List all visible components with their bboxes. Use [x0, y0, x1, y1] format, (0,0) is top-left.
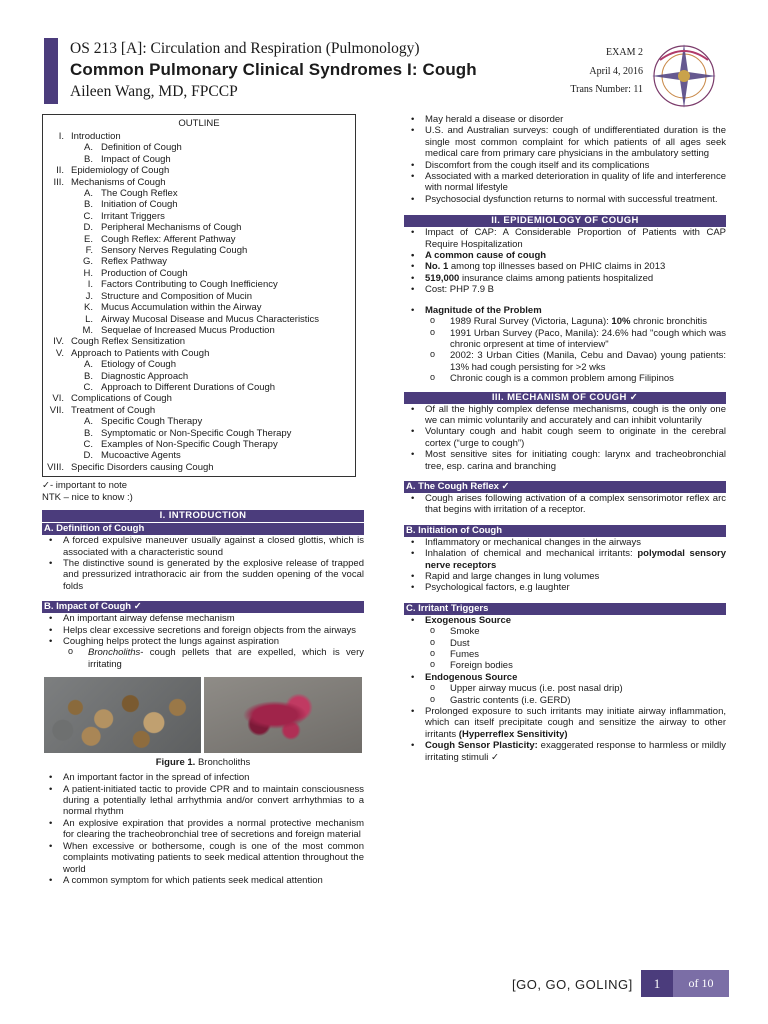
- sub-list-item: o Foreign bodies: [404, 660, 726, 671]
- outline-item-label: Airway Mucosal Disease and Mucus Characteristics: [101, 313, 320, 325]
- outline-item-label: Approach to Different Durations of Cough: [101, 381, 276, 393]
- sub-list-item: o 2002: 3 Urban Cities (Manila, Cebu and Davao) young patients: 13% had cough persisting for >2 wks: [404, 350, 726, 373]
- outline-list: [47, 131, 351, 473]
- legend-notes: [42, 480, 364, 503]
- list-item: [404, 305, 726, 385]
- sub-list-item: o Chronic cough is a common problem among Filipinos: [404, 373, 726, 384]
- irritant-list: [404, 615, 726, 763]
- outline-item-label: Complications of Cough: [71, 393, 172, 405]
- outline-item-number: I.: [58, 131, 64, 142]
- outline-item: [47, 325, 351, 336]
- mechanism-list: [404, 404, 726, 472]
- inhalation-text: Inhalation of chemical and mechanical irritants:: [425, 548, 638, 560]
- lecture-date: April 4, 2016: [589, 66, 643, 77]
- list-item: [404, 740, 726, 763]
- outline-box: [42, 114, 356, 477]
- list-item: [42, 636, 364, 670]
- outline-item: [47, 382, 351, 393]
- outline-item-number: B.: [84, 427, 93, 439]
- outline-item-label: Initiation of Cough: [101, 199, 178, 211]
- outline-item: [47, 234, 351, 245]
- outline-item-number: F.: [85, 245, 93, 257]
- list-item: • Cough arises following activation of a complex sensorimotor reflex arc that begins with irritation of a receptor.: [404, 493, 726, 516]
- outline-item-number: C.: [83, 438, 93, 450]
- outline-item-label: The Cough Reflex: [101, 188, 178, 200]
- figure-caption-label: Figure 1.: [155, 757, 196, 769]
- magnitude-list: [404, 305, 726, 385]
- list-item: • Cost: PHP 7.9 B: [404, 284, 726, 295]
- outline-item-label: Specific Disorders causing Cough: [71, 461, 214, 473]
- sub-list-item: [42, 647, 364, 670]
- endogenous-heading: Endogenous Source: [425, 671, 518, 683]
- impact-continued-list: [404, 114, 726, 205]
- outline-item: [47, 131, 351, 142]
- outline-item-number: B.: [84, 153, 93, 165]
- outline-item-number: V.: [55, 347, 64, 359]
- list-item: • Inflammatory or mechanical changes in the airways: [404, 537, 726, 548]
- broncholiths-photo-right: [204, 677, 362, 753]
- irritant-triggers-heading: C. Irritant Triggers: [404, 603, 726, 615]
- sub-list-item: o Dust: [404, 638, 726, 649]
- outline-item-label: Introduction: [71, 131, 121, 142]
- outline-item: [47, 177, 351, 188]
- outline-item-number: VIII.: [47, 461, 64, 473]
- list-item: • Discomfort from the cough itself and its complications: [404, 160, 726, 171]
- list-item: • A patient-initiated tactic to provide CPR and to maintain consciousness during a potentially lethal arrhythmia and/or convert arrhythmias to a normal rhythm: [42, 784, 364, 818]
- outline-item-label: Cough Reflex Sensitization: [71, 336, 186, 348]
- outline-item-label: Approach to Patients with Cough: [71, 347, 210, 359]
- outline-item-number: VI.: [52, 393, 64, 405]
- list-item: • Associated with a marked deterioration in quality of life and interference with normal lifestyle: [404, 171, 726, 194]
- sub-list-item: o Upper airway mucus (i.e. post nasal drip): [404, 683, 726, 694]
- prolonged-text: Prolonged exposure to such irritants may initiate airway inflammation, which can itself precipitate cough and sensitize the airway to other irritants: [425, 706, 726, 740]
- outline-item: [47, 428, 351, 439]
- header-accent-bar: [44, 38, 58, 104]
- outline-item-number: D.: [83, 222, 93, 234]
- outline-item-number: III.: [53, 176, 64, 188]
- outline-item: [47, 462, 351, 473]
- outline-item-number: E.: [84, 233, 93, 245]
- outline-item-number: A.: [84, 142, 93, 154]
- list-item: • An important airway defense mechanism: [42, 613, 364, 624]
- outline-item-number: C.: [83, 210, 93, 222]
- broncholiths-photo-left: [44, 677, 201, 753]
- outline-item: [47, 256, 351, 267]
- spacer: [404, 296, 726, 305]
- outline-item: [47, 359, 351, 370]
- outline-item: [47, 245, 351, 256]
- outline-item-number: J.: [85, 290, 93, 302]
- list-item: • A common symptom for which patients seek medical attention: [42, 875, 364, 886]
- sub-list-item: o Gastric contents (i.e. GERD): [404, 695, 726, 706]
- outline-item-label: Diagnostic Approach: [101, 370, 189, 382]
- outline-item-label: Treatment of Cough: [71, 404, 156, 416]
- trans-number: Trans Number: 11: [570, 84, 643, 95]
- list-item: • Psychological factors, e.g laughter: [404, 582, 726, 593]
- outline-item-label: Specific Cough Therapy: [101, 416, 203, 428]
- outline-item-number: II.: [56, 165, 64, 177]
- outline-item: [47, 199, 351, 210]
- outline-item-label: Reflex Pathway: [101, 256, 168, 268]
- initiation-list: [404, 537, 726, 594]
- exam-label: EXAM 2: [606, 47, 643, 58]
- outline-item: [47, 336, 351, 347]
- outline-item-number: B.: [84, 199, 93, 211]
- outline-item-label: Sequelae of Increased Mucus Production: [101, 324, 275, 336]
- definition-heading: A. Definition of Cough: [42, 523, 364, 535]
- list-item: • The distinctive sound is generated by the explosive release of trapped and pressurized intrathoracic air from the sudden opening of the vocal folds: [42, 558, 364, 592]
- outline-item-number: A.: [84, 416, 93, 428]
- exogenous-heading: Exogenous Source: [425, 614, 512, 626]
- list-item: • Most sensitive sites for initiating cough: larynx and tracheobronchial tree, esp. carina and branching: [404, 449, 726, 472]
- outline-item-number: IV.: [53, 336, 64, 348]
- outline-item: [47, 416, 351, 427]
- outline-item-label: Irritant Triggers: [101, 210, 165, 222]
- outline-item: [47, 188, 351, 199]
- list-item: • Voluntary cough and habit cough seem to originate in the cerebral cortex (“urge to cough”): [404, 426, 726, 449]
- page-title: Common Pulmonary Clinical Syndromes I: Cough: [70, 60, 477, 79]
- outline-item: [47, 154, 351, 165]
- rank-text: among top illnesses based on PHIC claims in 2013: [448, 261, 666, 273]
- rank-bold: No. 1: [425, 261, 449, 273]
- outline-item: [47, 142, 351, 153]
- cough-reflex-heading: A. The Cough Reflex ✓: [404, 481, 726, 493]
- definition-list: [42, 535, 364, 592]
- sub-list-item: o 1991 Urban Survey (Paco, Manila): 24.6% had "cough which was chronic orpresent at time of interview": [404, 328, 726, 351]
- survey-text: chronic bronchitis: [630, 316, 707, 328]
- outline-item-label: Symptomatic or Non-Specific Cough Therapy: [101, 427, 292, 439]
- list-item: [404, 706, 726, 740]
- outline-item-number: L.: [85, 313, 93, 325]
- course-title: OS 213 [A]: Circulation and Respiration (Pulmonology): [70, 40, 420, 57]
- left-column: [42, 114, 364, 886]
- outline-item: [47, 314, 351, 325]
- outline-item-number: A.: [84, 359, 93, 371]
- outline-item-number: G.: [82, 256, 93, 268]
- sub-list-item: o Smoke: [404, 626, 726, 637]
- section-introduction-heading: I. INTRODUCTION: [42, 510, 364, 522]
- outline-item-label: Production of Cough: [101, 267, 188, 279]
- outline-item-number: VII.: [49, 404, 64, 416]
- list-item: • May herald a disease or disorder: [404, 114, 726, 125]
- list-item: [404, 548, 726, 571]
- list-item: • An explosive expiration that provides a normal protective mechanism for clearing the tracheobronchial tree of secretions and foreign material: [42, 818, 364, 841]
- list-item: • A forced expulsive maneuver usually against a closed glottis, which is associated with a characteristic sound: [42, 535, 364, 558]
- outline-item-label: Sensory Nerves Regulating Cough: [101, 245, 248, 257]
- cough-reflex-list: [404, 493, 726, 516]
- outline-item-label: Examples of Non-Specific Cough Therapy: [101, 438, 278, 450]
- outline-item: [47, 450, 351, 461]
- important-note: ✓- important to note: [42, 480, 128, 492]
- list-item: • Rapid and large changes in lung volumes: [404, 571, 726, 582]
- outline-item-number: H.: [83, 267, 93, 279]
- outline-item: [47, 222, 351, 233]
- inhalation-bold: polymodal sensory nerve receptors: [425, 548, 726, 571]
- impact-heading: B. Impact of Cough ✓: [42, 601, 364, 613]
- list-item: • When excessive or bothersome, cough is one of the most common complaints motivating patients to seek medical attention throughout the world: [42, 841, 364, 875]
- outline-item-label: Etiology of Cough: [101, 359, 176, 371]
- author-name: Aileen Wang, MD, FPCCP: [70, 83, 238, 100]
- section-epidemiology-heading: II. EPIDEMIOLOGY OF COUGH: [404, 215, 726, 227]
- list-item: • Of all the highly complex defense mechanisms, cough is the only one we can mimic voluntarily and accurately and can inhibit voluntarily: [404, 404, 726, 427]
- list-item: • Impact of CAP: A Considerable Proportion of Patients with CAP Require Hospitalization: [404, 227, 726, 250]
- outline-item-number: C.: [83, 381, 93, 393]
- list-item: • Psychosocial dysfunction returns to normal with successful treatment.: [404, 194, 726, 205]
- prolonged-bold: (Hyperreflex Sensitivity): [458, 728, 568, 740]
- initiation-heading: B. Initiation of Cough: [404, 525, 726, 537]
- outline-item-number: I.: [87, 279, 93, 291]
- figure-caption-text: Broncholiths: [195, 757, 251, 769]
- sub-list-item: [404, 316, 726, 327]
- class-logo-icon: [648, 40, 720, 112]
- survey-text: 1989 Rural Survey (Victoria, Laguna):: [450, 316, 612, 328]
- list-item: • U.S. and Australian surveys: cough of undifferentiated duration is the single most common complaint for which patients of all ages seek medical care from primary care physicians in the ambulatory setting: [404, 125, 726, 159]
- survey-list: [404, 316, 726, 384]
- outline-item-label: Mechanisms of Cough: [71, 176, 166, 188]
- outline-item-number: M.: [82, 324, 93, 336]
- list-item: • An important factor in the spread of infection: [42, 772, 364, 783]
- right-column: [404, 114, 726, 763]
- outline-item: [47, 371, 351, 382]
- figure-caption: [42, 757, 364, 768]
- outline-item: [47, 165, 351, 176]
- list-item: • A common cause of cough: [404, 250, 726, 261]
- outline-item-label: Epidemiology of Cough: [71, 165, 170, 177]
- survey-bold: 10%: [611, 316, 631, 328]
- impact-list: [42, 613, 364, 670]
- list-item-text: Coughing helps protect the lungs against aspiration: [63, 636, 280, 648]
- outline-item-label: Definition of Cough: [101, 142, 182, 154]
- epidemiology-list: [404, 227, 726, 295]
- page-number: 1: [641, 970, 673, 997]
- outline-title: OUTLINE: [178, 118, 220, 129]
- outline-item-number: D.: [83, 450, 93, 462]
- ntk-note: NTK – nice to know :): [42, 491, 133, 503]
- broncholiths-desc: - cough pellets that are expelled, which is very irritating: [88, 647, 364, 670]
- list-item: [404, 672, 726, 706]
- outline-item: [47, 348, 351, 359]
- outline-item: [47, 393, 351, 404]
- sub-list-item: o Fumes: [404, 649, 726, 660]
- outline-item-label: Impact of Cough: [101, 153, 171, 165]
- outline-item: [47, 268, 351, 279]
- impact-more-list: [42, 772, 364, 886]
- outline-item-label: Structure and Composition of Mucin: [101, 290, 253, 302]
- exogenous-list: [404, 626, 726, 672]
- outline-item-number: A.: [84, 188, 93, 200]
- endogenous-list: [404, 683, 726, 706]
- outline-item-number: B.: [84, 370, 93, 382]
- broncholiths-term: Broncholiths: [88, 647, 141, 659]
- outline-item: [47, 211, 351, 222]
- outline-item-label: Peripheral Mechanisms of Cough: [101, 222, 242, 234]
- list-item: [404, 261, 726, 272]
- section-mechanism-heading: III. MECHANISM OF COUGH ✓: [404, 392, 726, 404]
- outline-item: [47, 291, 351, 302]
- list-item: [404, 273, 726, 284]
- plasticity-bold: Cough Sensor Plasticity:: [425, 740, 538, 752]
- claims-bold: 519,000: [425, 272, 460, 284]
- outline-item-label: Cough Reflex: Afferent Pathway: [101, 233, 236, 245]
- footer-motto: [GO, GO, GOLING]: [512, 977, 633, 992]
- outline-item: [47, 279, 351, 290]
- outline-item: [47, 302, 351, 313]
- outline-item-number: K.: [84, 302, 93, 314]
- magnitude-heading: Magnitude of the Problem: [425, 304, 542, 316]
- figure-broncholiths: [42, 677, 362, 753]
- outline-item-label: Factors Contributing to Cough Inefficiency: [101, 279, 278, 291]
- list-item: [404, 615, 726, 672]
- outline-item: [47, 439, 351, 450]
- page-total: of 10: [673, 970, 729, 997]
- outline-item: [47, 405, 351, 416]
- outline-item-label: Mucoactive Agents: [101, 450, 181, 462]
- plasticity-text: exaggerated response to harmless or mildly irritating stimuli ✓: [425, 740, 726, 763]
- claims-text: insurance claims among patients hospitalized: [459, 272, 654, 284]
- list-item: • Helps clear excessive secretions and foreign objects from the airways: [42, 625, 364, 636]
- outline-item-label: Mucus Accumulation within the Airway: [101, 302, 262, 314]
- sub-list: [42, 647, 364, 670]
